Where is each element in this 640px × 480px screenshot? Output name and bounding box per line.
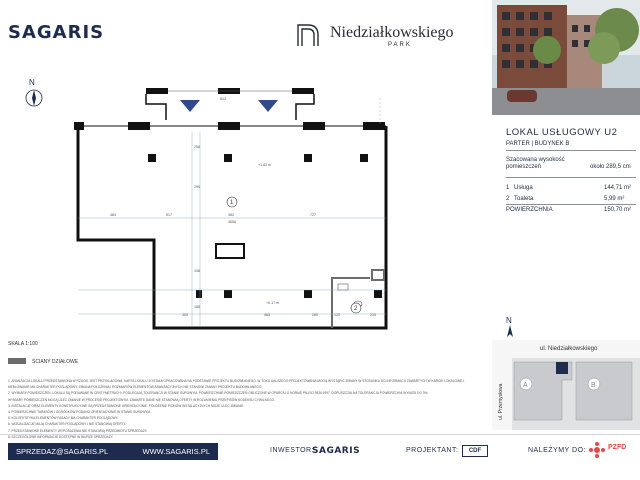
- room-number: 2: [506, 196, 510, 202]
- height-value: około 289,5 cm: [590, 164, 631, 170]
- wall-piers: [74, 88, 385, 130]
- room-number: 1: [506, 185, 510, 191]
- dim-label: 517: [166, 213, 172, 217]
- divider: [506, 150, 636, 151]
- room-area: 5,99 m²: [604, 196, 625, 202]
- dim-label: 215: [370, 313, 376, 317]
- website-link[interactable]: WWW.SAGARIS.PL: [142, 447, 210, 456]
- level-label: +0.17 m: [266, 301, 280, 305]
- legend-label: ŚCIANY DZIAŁOWE: [32, 359, 79, 365]
- level-label: +1.62 m: [258, 163, 272, 167]
- note-line: WYMIARY POMIESZCZEŃ MOGĄ ULEC ZMIANIE W PROCESIE PROJEKTOWYM. ZAWARTE DANE NIE STANOWIĄ OFERTY W ROZUMIENIU PRZEPISÓW KODEKSU CYWILNEGO.: [8, 397, 275, 402]
- room-number: 1: [230, 200, 234, 206]
- building-visualization: [492, 0, 640, 115]
- park-subtitle: PARK: [388, 42, 412, 48]
- street-label: ul. Przemysłowa: [498, 383, 504, 420]
- dim-label: 382: [228, 213, 234, 217]
- height-label-1: Szacowana wysokość: [506, 157, 565, 163]
- room-area: 144,71 m²: [604, 185, 632, 191]
- note-line: 1. ARANŻACJA LOKALU PRZEDSTAWIONA W RZUCIE JEST PRZYKŁADOWA. KARTA LOKALU ZOSTAŁA OPRACOWANA NA PODSTAWIE PROJEKTU BUDOWLANEGO. W TOKU DALSZEGO PROJEKTOWANIA MOGĄ WYSTĄPIĆ ZMIANY W STOSUNKU DO INFORMACJI ZAWARTYCH W KARCIE LOKALOWEJ.: [8, 379, 465, 383]
- dim-label: 813: [220, 97, 226, 101]
- divider: [506, 177, 636, 178]
- room-number: 2: [354, 306, 358, 312]
- dim-label: 185: [194, 305, 200, 309]
- note-line: 6. WIZUALIZACJE MAJĄ CHARAKTER POGLĄDOWY I NIE STANOWIĄ OFERTY.: [8, 422, 127, 427]
- total-row: [506, 207, 636, 213]
- note-line: 8. SZCZEGÓŁOWE INFORMACJE DOSTĘPNE W BIURZE SPRZEDAŻY.: [8, 434, 114, 439]
- columns: [148, 154, 368, 298]
- note-line: 3. INSTALACJE ORAZ ELEMENTY KONSTRUKCYJNE SĄ PRZEDSTAWIONE ORIENTACYJNIE. POŁOŻENIE PIONÓW INSTALACYJNYCH MOŻE ULEC ZMIANIE.: [8, 403, 245, 408]
- unit-title: LOKAL USŁUGOWY U2: [506, 127, 618, 138]
- height-label-2: pomieszczeń: [506, 164, 542, 170]
- room-label: Toaleta: [514, 196, 534, 202]
- entrance-arrow-icon: [258, 100, 278, 112]
- sagaris-logo: SAGARIS: [8, 22, 105, 43]
- disclaimer-notes: [8, 378, 486, 440]
- building-label: A: [523, 382, 528, 389]
- park-name: Niedziałkowskiego: [330, 24, 454, 41]
- contact-bar: [8, 443, 218, 460]
- dim-label: 260: [312, 313, 318, 317]
- pzfd-logo-icon: [588, 441, 606, 459]
- room-row: [506, 196, 636, 202]
- note-line: 5. KOLORYSTYKA ELEMENTÓW FASADY MA CHARAKTER POGLĄDOWY.: [8, 416, 119, 421]
- note-line: 2. WYMIARY POMIESZCZEŃ, LOKALU SĄ PODAWANE W CENTYMETRACH I PODLEGAJĄ TOLERANCJI W STANIE SUROWYM. POWIERZCHNIE POMIESZCZEŃ OBLICZONE W OPARCIU O NORMĘ PN-ISO 9836:1997. DOPUSZCZALNA TOLERANCJA POWIERZCHNI WYNOSI DO 3%.: [8, 391, 429, 396]
- pzfd-label: PZFD: [608, 444, 627, 451]
- shaft: [216, 244, 244, 258]
- room-label: Usługa: [514, 185, 533, 191]
- investor-label: INWESTOR:: [270, 447, 315, 454]
- email-link[interactable]: SPRZEDAZ@SAGARIS.PL: [16, 447, 109, 456]
- note-line: 4. POWIERZCHNIE TARASÓW I OGRÓDKÓW PODANO ORIENTACYJNIE W STANIE SUROWYM.: [8, 410, 152, 415]
- note-line: MEBLOWANIE MA CHARAKTER POGLĄDOWY. ZMIANA POŁOŻENIA I ROZMIARÓW ELEMENTÓW ARANŻACYJNYCH NIE STANOWI ZMIANY PROJEKTU BUDOWLANEGO.: [8, 385, 263, 390]
- dim-label: 198: [194, 269, 200, 273]
- partition-walls: [332, 270, 384, 328]
- scale-label: SKALA 1:100: [8, 341, 38, 347]
- dim-label: 465: [264, 313, 270, 317]
- dim-label: 727: [310, 213, 316, 217]
- park-logo-icon: [296, 22, 322, 48]
- building-label: B: [591, 382, 596, 389]
- dim-label: 4656: [228, 220, 236, 224]
- unit-highlight: [556, 362, 568, 374]
- footer-divider: [0, 434, 640, 435]
- member-label: NALEŻYMY DO:: [528, 447, 586, 454]
- entrance-arrow-icon: [180, 100, 200, 112]
- north-compass-icon: N: [24, 78, 44, 108]
- dim-label: 120: [334, 313, 340, 317]
- toilet-icon: [338, 284, 348, 290]
- total-area: 150,70 m²: [604, 207, 632, 213]
- dim-label: 258: [194, 145, 200, 149]
- note-line: 7. PRZEDSTAWIONE ELEMENTY WYPOSAŻENIA NIE STANOWIĄ PRZEDMIOTU SPRZEDAŻY.: [8, 428, 148, 433]
- designer-logo: CDF: [462, 445, 488, 457]
- total-label: POWIERZCHNIA: [506, 207, 553, 213]
- divider: [506, 204, 636, 205]
- site-plan: [492, 340, 640, 430]
- dim-label: 305: [182, 313, 188, 317]
- floor-plan: [70, 82, 390, 332]
- investor-logo: SAGARIS: [312, 446, 361, 456]
- partition-swatch: [8, 358, 26, 364]
- unit-location: PARTER | BUDYNEK B: [506, 141, 570, 147]
- dim-label: 295: [194, 185, 200, 189]
- room-row: [506, 185, 636, 191]
- dim-label: 483: [110, 213, 116, 217]
- designer-label: PROJEKTANT:: [406, 447, 459, 454]
- street-label: ul. Niedziałkowskiego: [540, 346, 598, 352]
